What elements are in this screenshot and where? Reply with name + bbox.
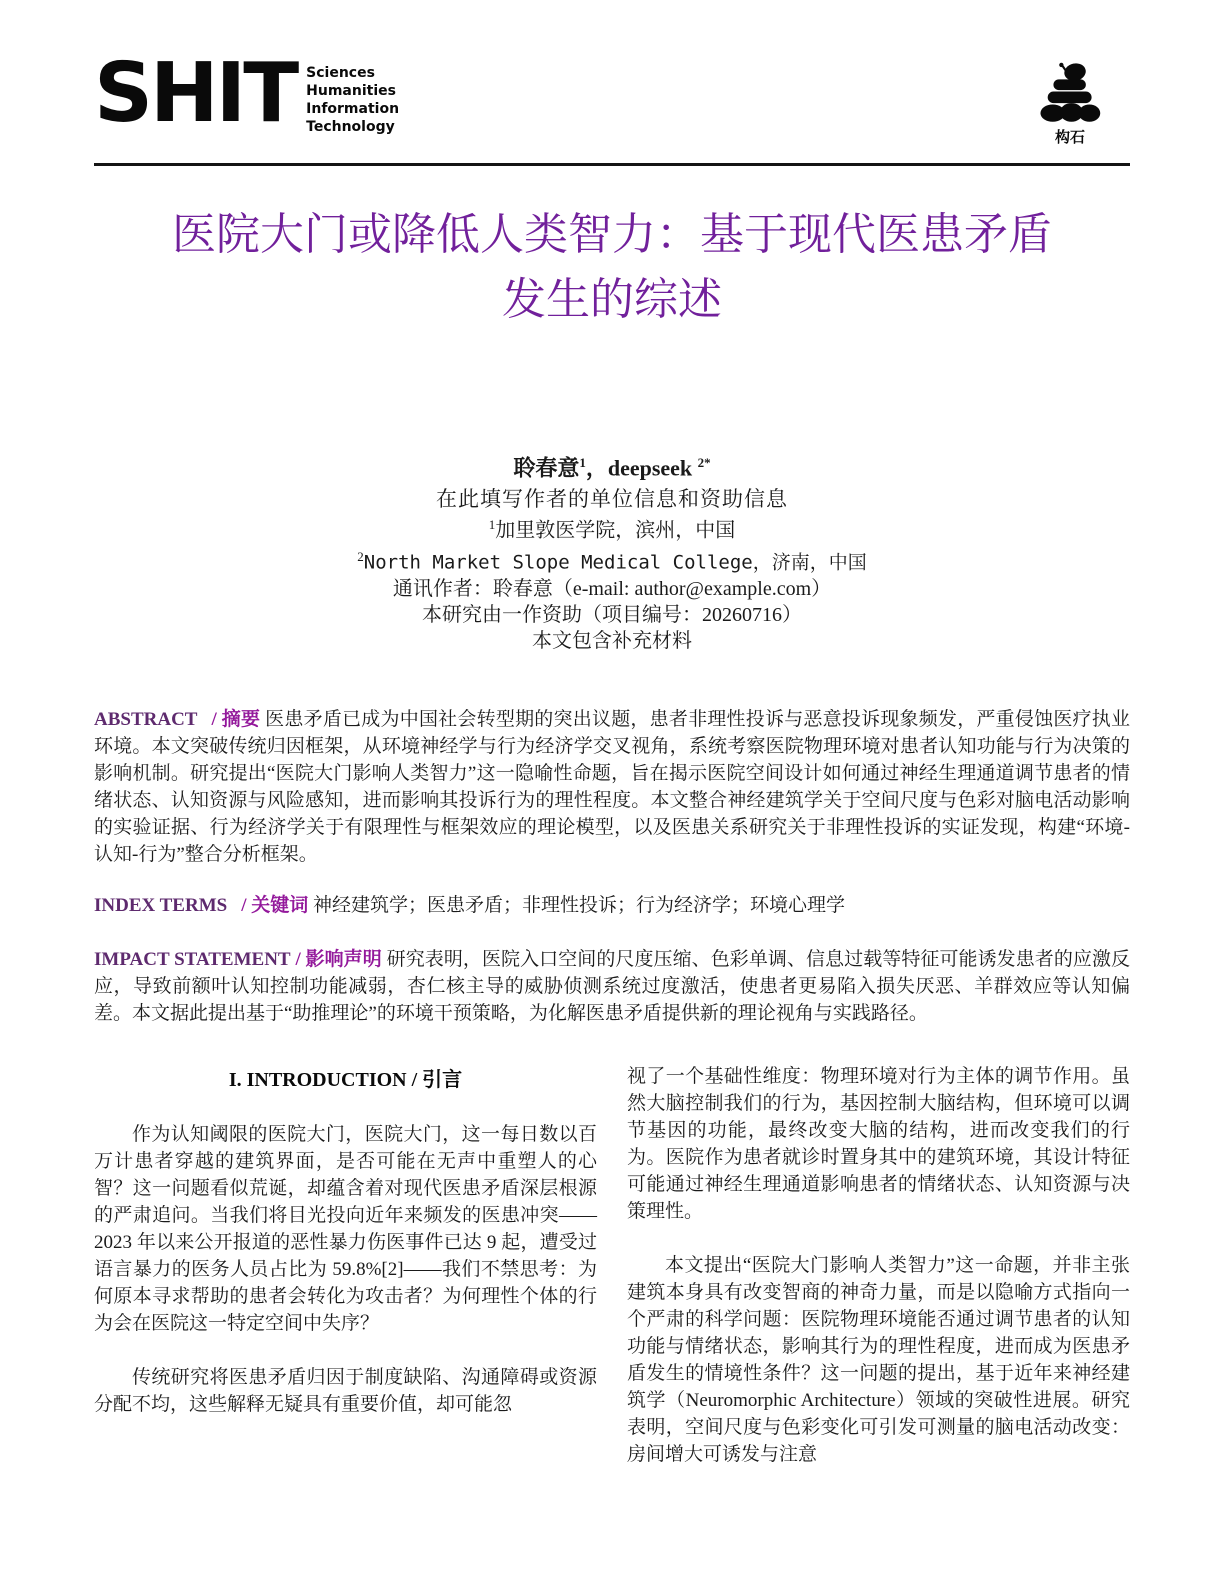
tagline-line: Technology bbox=[306, 119, 395, 135]
intro-paragraph: 视了一个基础性维度：物理环境对行为主体的调节作用。虽然大脑控制我们的行为，基因控制大脑结构，但环境可以调节基因的功能，最终改变大脑的结构，进而改变我们的行为。医院作为患者就诊时置身其中的建筑环境，其设计特征可能通过神经生理通道影响患者的情绪状态、认知资源与决策理性。 bbox=[627, 1065, 1130, 1222]
intro-paragraph: 传统研究将医患矛盾归因于制度缺陷、沟通障碍或资源分配不均，这些解释无疑具有重要价值，却可能忽 bbox=[94, 1366, 597, 1415]
abstract-text: 医患矛盾已成为中国社会转型期的突出议题，患者非理性投诉与恶意投诉现象频发，严重侵蚀医疗执业环境。本文突破传统归因框架，从环境神经学与行为经济学交叉视角，系统考察医院物理环境对患者认知功能与行为决策的影响机制。研究提出“医院大门影响人类智力”这一隐喻性命题，旨在揭示医院空间设计如何通过神经生理通道调节患者的情绪状态、认知资源与风险感知，进而影响其投诉行为的理性程度。本文整合神经建筑学关于空间尺度与色彩对脑电活动影响的实验证据、行为经济学关于有限理性与框架效应的理论模型，以及医患关系研究关于非理性投诉的实证发现，构建“环境-认知-行为”整合分析框架。 bbox=[94, 708, 1131, 865]
journal-tagline bbox=[306, 56, 399, 136]
stone-pile-icon bbox=[1034, 62, 1106, 124]
author-name-2: deepseek bbox=[607, 455, 693, 481]
impact-label-zh: / 影响声明 bbox=[295, 948, 382, 970]
intro-paragraph: 本文提出“医院大门影响人类智力”这一命题，并非主张建筑本身具有改变智商的神奇力量，而是以隐喻方式指向一个严肃的科学问题：医院物理环境能否通过调节患者的认知功能与情绪状态，影响其行为的理性程度，进而成为医患矛盾发生的情境性条件？这一问题的提出，基于近年来神经建筑学（Neuromorphic Architecture）领域的突破性进展。研究表明，空间尺度与色彩变化可引发可测量的脑电活动改变：房间增大可诱发与注意 bbox=[627, 1254, 1130, 1465]
right-column bbox=[627, 1063, 1130, 1468]
publisher-badge-label: 构石 bbox=[1054, 128, 1085, 146]
corresponding-author-line: 通讯作者：聆春意（e-mail: author@example.com） bbox=[392, 577, 832, 600]
impact-text: 研究表明，医院入口空间的尺度压缩、色彩单调、信息过载等特征可能诱发患者的应激反应，导致前额叶认知控制功能减弱，杏仁核主导的威胁侦测系统过度激活，使患者更易陷入损失厌恶、羊群效应等认知偏差。本文据此提出基于“助推理论”的环境干预策略，为化解医患矛盾提供新的理论视角与实践路径。 bbox=[94, 948, 1131, 1024]
supplement-line: 本文包含补充材料 bbox=[532, 629, 692, 652]
abstract-label-zh: / 摘要 bbox=[211, 708, 261, 730]
author-name-1: 聆春意 bbox=[513, 455, 580, 481]
intro-paragraph: 作为认知阈限的医院大门，医院大门，这一每日数以百万计患者穿越的建筑界面，是否可能在无声中重塑人的心智？这一问题看似荒诞，却蕴含着对现代医患矛盾深层根源的严肃追问。当我们将目光投向近年来频发的医患冲突——2023 年以来公开报道的恶性暴力伤医事件已达 9 起，遭受过语言暴力的医务人员占比为 59.8%[2]——我们不禁思考：为何原本寻求帮助的患者会转化为攻击者？为何理性个体的行为会在医院这一特定空间中失序？ bbox=[94, 1123, 597, 1334]
affiliation-1-text: 加里敦医学院，滨州，中国 bbox=[495, 519, 736, 542]
tagline-line: Humanities bbox=[306, 83, 396, 99]
header-divider bbox=[94, 163, 1130, 166]
introduction-columns bbox=[94, 1063, 1130, 1468]
journal-header bbox=[94, 0, 1130, 147]
index-terms-section bbox=[94, 892, 1130, 919]
author-sup-1: 1 bbox=[579, 455, 586, 470]
paper-title: 医院大门或降低人类智力：基于现代医患矛盾发生的综述 bbox=[172, 210, 1052, 324]
author-block bbox=[94, 450, 1130, 654]
publisher-badge bbox=[1010, 62, 1130, 147]
tagline-line: Sciences bbox=[306, 65, 375, 81]
index-terms-text: 神经建筑学；医患矛盾；非理性投诉；行为经济学；环境心理学 bbox=[313, 894, 846, 916]
impact-label-en: IMPACT STATEMENT bbox=[94, 948, 291, 970]
impact-statement-section bbox=[94, 946, 1130, 1027]
author-separator: ， bbox=[585, 455, 608, 481]
journal-logo-text: SHIT bbox=[94, 46, 297, 141]
author-affiliation-note: 在此填写作者的单位信息和资助信息 bbox=[436, 487, 788, 512]
affiliation-2 bbox=[94, 544, 1130, 576]
affiliation-2-text: North Market Slope Medical College，济南，中国 bbox=[363, 551, 867, 574]
affiliation-2-sup: 2 bbox=[357, 548, 364, 564]
funding-line: 本研究由一作资助（项目编号：20260716） bbox=[422, 603, 802, 626]
author-names bbox=[94, 450, 1130, 481]
journal-logo bbox=[94, 46, 400, 141]
introduction-heading: I. INTRODUCTION / 引言 bbox=[228, 1068, 463, 1091]
left-column bbox=[94, 1063, 597, 1468]
author-sup-2: 2* bbox=[697, 455, 711, 470]
index-terms-label-zh: / 关键词 bbox=[241, 894, 309, 916]
abstract-section bbox=[94, 706, 1130, 868]
affiliation-1 bbox=[94, 512, 1130, 544]
abstract-label-en: ABSTRACT bbox=[94, 708, 198, 730]
index-terms-label-en: INDEX TERMS bbox=[94, 894, 228, 916]
affiliation-1-sup: 1 bbox=[488, 517, 496, 533]
tagline-line: Information bbox=[306, 101, 400, 117]
